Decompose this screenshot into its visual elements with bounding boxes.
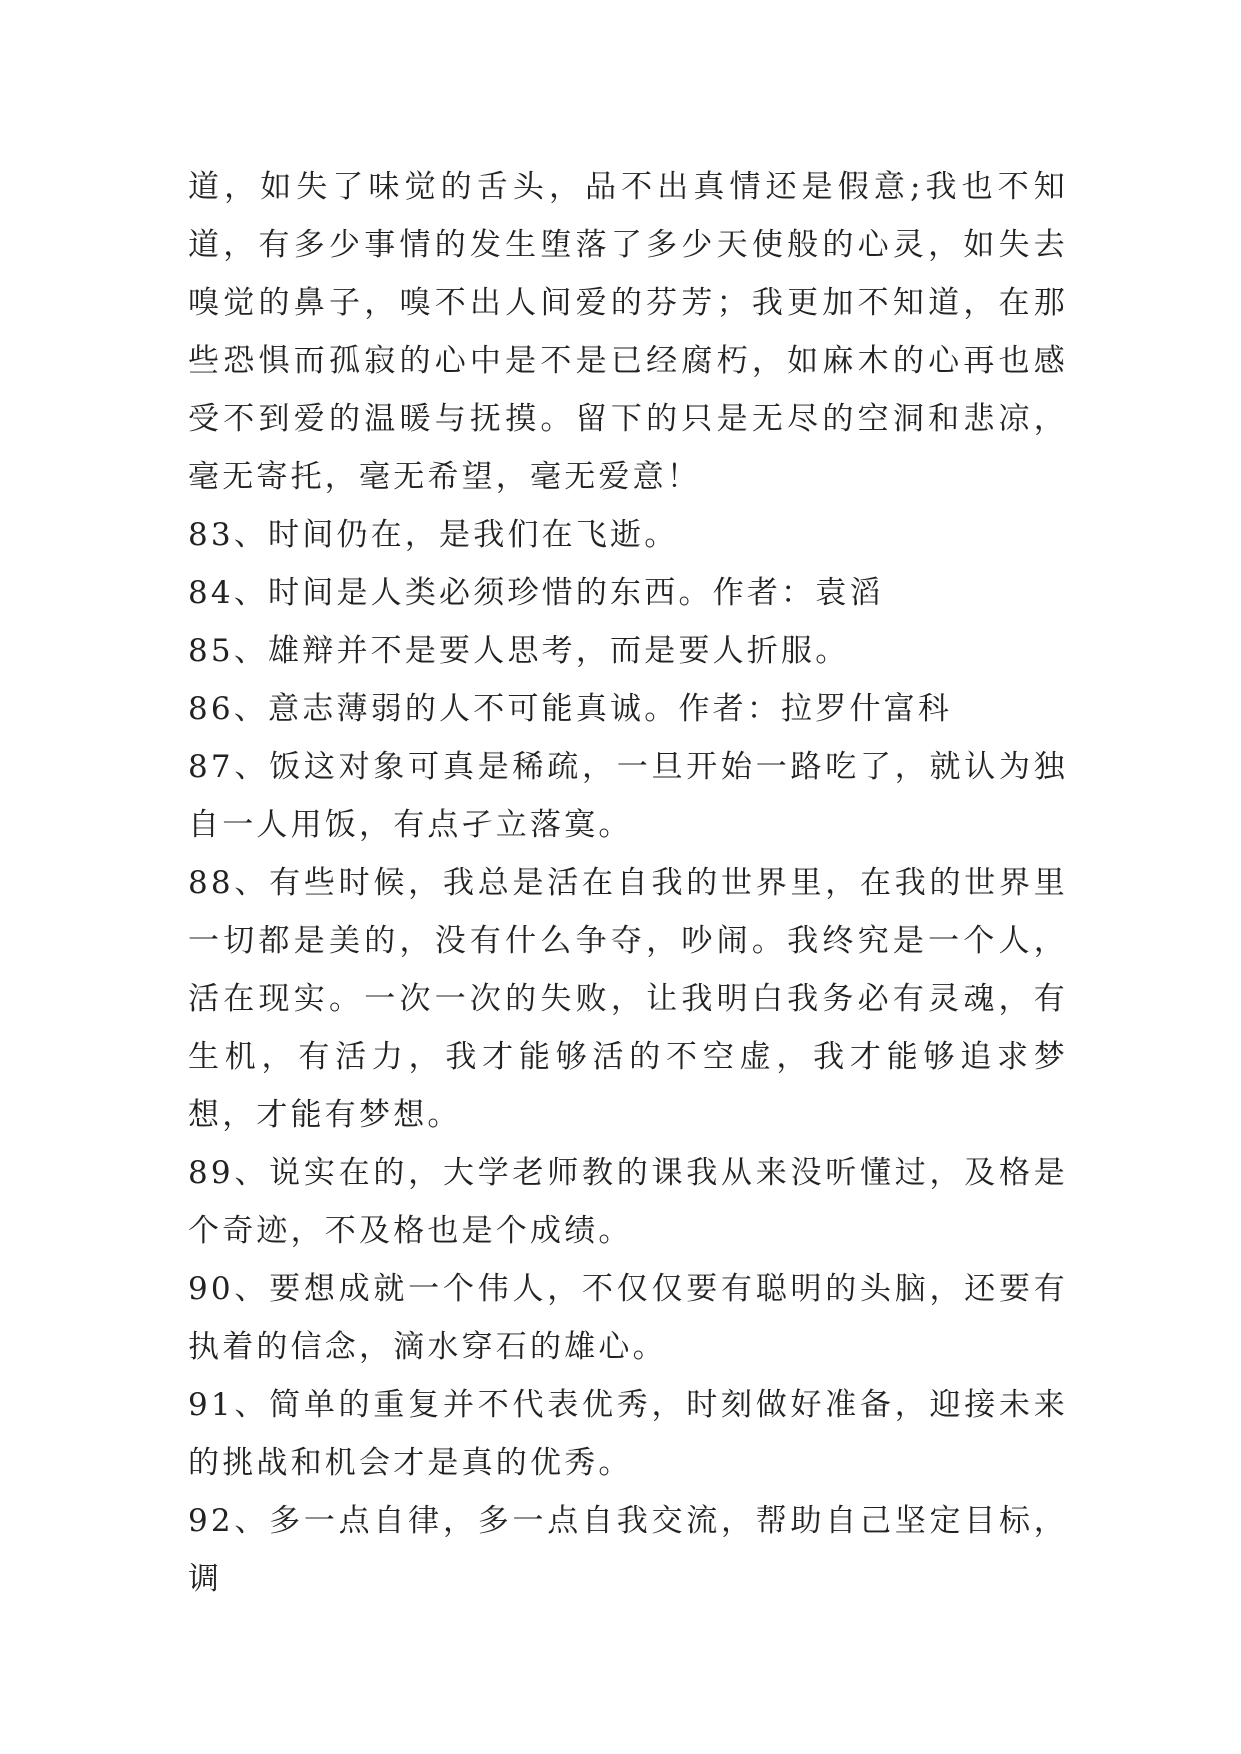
paragraph-89: 89、说实在的，大学老师教的课我从来没听懂过，及格是个奇迹，不及格也是个成绩。 bbox=[188, 1155, 1068, 1249]
paragraph-91: 91、简单的重复并不代表优秀，时刻做好准备，迎接未来的挑战和机会才是真的优秀。 bbox=[188, 1387, 1068, 1481]
paragraph-83: 83、时间仍在，是我们在飞逝。 bbox=[188, 517, 679, 553]
paragraph-84: 84、时间是人类必须珍惜的东西。作者：袁滔 bbox=[188, 575, 884, 611]
paragraph-88: 88、有些时候，我总是活在自我的世界里，在我的世界里一切都是美的，没有什么争夺，吵闹。我终究是一个人，活在现实。一次一次的失败，让我明白我务必有灵魂，有生机，有活力，我才能够活的不空虚，我才能够追求梦想，才能有梦想。 bbox=[188, 865, 1068, 1133]
paragraph-87: 87、饭这对象可真是稀疏，一旦开始一路吃了，就认为独自一人用饭，有点孑立落寞。 bbox=[188, 749, 1068, 843]
paragraph-90: 90、要想成就一个伟人，不仅仅要有聪明的头脑，还要有执着的信念，滴水穿石的雄心。 bbox=[188, 1271, 1068, 1365]
paragraph-85: 85、雄辩并不是要人思考，而是要人折服。 bbox=[188, 633, 850, 669]
paragraph-86: 86、意志薄弱的人不可能真诚。作者：拉罗什富科 bbox=[188, 691, 953, 727]
paragraph-92: 92、多一点自律，多一点自我交流，帮助自己坚定目标，调 bbox=[188, 1503, 1068, 1597]
paragraph-continuation: 道，如失了味觉的舌头，品不出真情还是假意;我也不知道，有多少事情的发生堕落了多少天使般的心灵，如失去嗅觉的鼻子，嗅不出人间爱的芬芳；我更加不知道，在那些恐惧而孤寂的心中是不是已经腐朽，如麻木的心再也感受不到爱的温暖与抚摸。留下的只是无尽的空洞和悲凉，毫无寄托，毫无希望，毫无爱意！ bbox=[188, 169, 1068, 495]
document-body bbox=[188, 158, 1068, 1608]
